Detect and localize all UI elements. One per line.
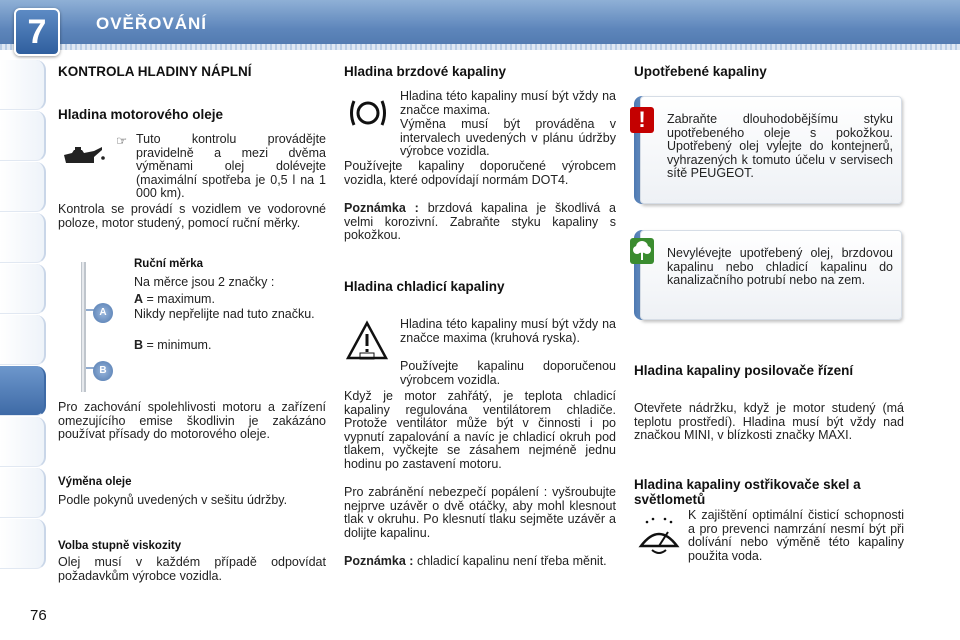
warning-text: Zabraňte dlouhodobějšímu styku upotřebeného oleje s pokožkou. Upotřebený olej vylejte do kontejnerů, vyhrazených k tomuto účelu v servisech sítě PEUGEOT. xyxy=(667,112,893,180)
chapter-tab[interactable] xyxy=(0,162,46,212)
used-fluids-heading: Upotřebené kapaliny xyxy=(634,64,767,79)
coolant-heading: Hladina chladicí kapaliny xyxy=(344,279,505,294)
coolant-text-1: Hladina této kapaliny musí být vždy na značce maxima (kruhová ryska). xyxy=(400,317,616,345)
warning-box xyxy=(640,96,902,204)
chapter-number-badge: 7 xyxy=(14,8,60,56)
reliability-text: Pro zachování spolehlivosti motoru a zařízení omezujícího emise škodlivin je zakázáno používat přísady do motorového oleje. xyxy=(58,400,326,441)
dipstick-a-line xyxy=(134,292,215,306)
brake-text-1: Hladina této kapaliny musí být vždy na značce maxima. xyxy=(400,89,616,117)
marker-a: A xyxy=(93,303,113,323)
dipstick-a-text: = maximum. xyxy=(143,292,215,306)
engine-oil-text: Kontrola se provádí s vozidlem ve vodorovné poloze, motor studený, pomocí ruční měrky. xyxy=(58,202,326,230)
chapter-tab[interactable] xyxy=(0,519,46,569)
brake-text-2: Výměna musí být prováděna v intervalech uvedených v plánu údržby výrobce vozidla. xyxy=(400,117,616,158)
brake-note-label: Poznámka : xyxy=(344,201,419,215)
steering-fluid-heading: Hladina kapaliny posilovače řízení xyxy=(634,363,854,378)
oil-change-heading: Výměna oleje xyxy=(58,476,132,488)
dipstick-a-letter: A xyxy=(134,292,144,306)
chapter-tabs xyxy=(0,60,46,570)
section-title: KONTROLA HLADINY NÁPLNÍ xyxy=(58,64,252,79)
coolant-text-3: Když je motor zahřátý, je teplota chladicí kapaliny regulována ventilátorem chladiče. Protože ventilátor může být v činnosti i po vypnutí zapalování a navíc je chladicí okruh pod tlakem, vyčkejte se zásahem nejméně jednu hodinu po zastavení motoru. xyxy=(344,389,616,471)
chapter-tab[interactable] xyxy=(0,60,46,110)
chapter-title: OVĚŘOVÁNÍ xyxy=(96,14,208,33)
oil-can-icon xyxy=(60,143,106,169)
chapter-tab[interactable] xyxy=(0,315,46,365)
marker-b: B xyxy=(93,361,113,381)
eco-box xyxy=(640,230,902,320)
dipstick-b-line xyxy=(134,338,211,352)
eco-text: Nevylévejte upotřebený olej, brzdovou kapalinu nebo chladicí kapalinu do kanalizačního potrubí nebo na zem. xyxy=(667,246,893,287)
dipstick-b-letter: B xyxy=(134,338,144,352)
brake-fluid-heading: Hladina brzdové kapaliny xyxy=(344,64,507,79)
brake-note xyxy=(344,202,616,243)
dipstick-b-text: = minimum. xyxy=(143,338,212,352)
page-number: 76 xyxy=(30,607,47,624)
warning-icon: ! xyxy=(630,107,654,133)
engine-oil-tip: Tuto kontrolu provádějte pravidelně a mezi dvěma výměnami olej dolévejte (maximální spotřeba je 0,5 l na 1 000 km). xyxy=(136,132,326,200)
chapter-tab[interactable] xyxy=(0,417,46,467)
brake-fluid-icon xyxy=(348,96,388,130)
oil-change-text: Podle pokynů uvedených v sešitu údržby. xyxy=(58,493,288,507)
washer-fluid-icon xyxy=(638,516,680,556)
chapter-tab[interactable] xyxy=(0,213,46,263)
washer-fluid-text: K zajištění optimální čisticí schopnosti a pro prevenci namrzání nesmí být při dolívání nebo výměně této kapaliny použita voda. xyxy=(688,508,904,563)
dipstick-marks-text: Na měrce jsou 2 značky : xyxy=(134,275,275,289)
chapter-tab[interactable] xyxy=(0,111,46,161)
coolant-text-2: Používejte kapalinu doporučenou výrobcem vozidla. xyxy=(400,359,616,387)
washer-fluid-heading: Hladina kapaliny ostřikovače skel a světlometů xyxy=(634,477,861,507)
tree-icon xyxy=(630,238,654,264)
dipstick-heading: Ruční měrka xyxy=(134,258,204,270)
coolant-note-text: chladicí kapalinu není třeba měnit. xyxy=(413,554,607,568)
viscosity-heading: Volba stupně viskozity xyxy=(58,540,182,552)
engine-oil-heading: Hladina motorového oleje xyxy=(58,107,224,122)
coolant-note xyxy=(344,555,616,569)
dipstick-warning: Nikdy nepřelijte nad tuto značku. xyxy=(134,307,315,321)
steering-fluid-text: Otevřete nádržku, když je motor studený (má teplotu prostředí). Hladina musí být vždy nad značkou MINI, v blízkosti značky MAXI. xyxy=(634,401,904,442)
header-stripe xyxy=(0,44,960,50)
brake-text-3: Používejte kapaliny doporučené výrobcem vozidla, které odpovídají normám DOT4. xyxy=(344,159,616,187)
chapter-tab[interactable] xyxy=(0,468,46,518)
bullet-icon: ☞ xyxy=(116,134,128,148)
chapter-tab-active[interactable] xyxy=(0,366,46,416)
coolant-text-4: Pro zabránění nebezpečí popálení : vyšroubujte nejprve uzávěr o dvě otáčky, aby mohl klesnout tlak v okruhu. Po klesnutí tlaku sejměte uzávěr a dolijte kapalinu. xyxy=(344,485,616,540)
coolant-warning-icon xyxy=(346,320,388,362)
viscosity-text: Olej musí v každém případě odpovídat požadavkům výrobce vozidla. xyxy=(58,555,326,583)
coolant-note-label: Poznámka : xyxy=(344,554,414,568)
brake-note-text: brzdová kapalina je škodlivá a velmi korozivní. Zabraňte styku kapaliny s pokožkou. xyxy=(344,201,616,242)
chapter-tab[interactable] xyxy=(0,264,46,314)
